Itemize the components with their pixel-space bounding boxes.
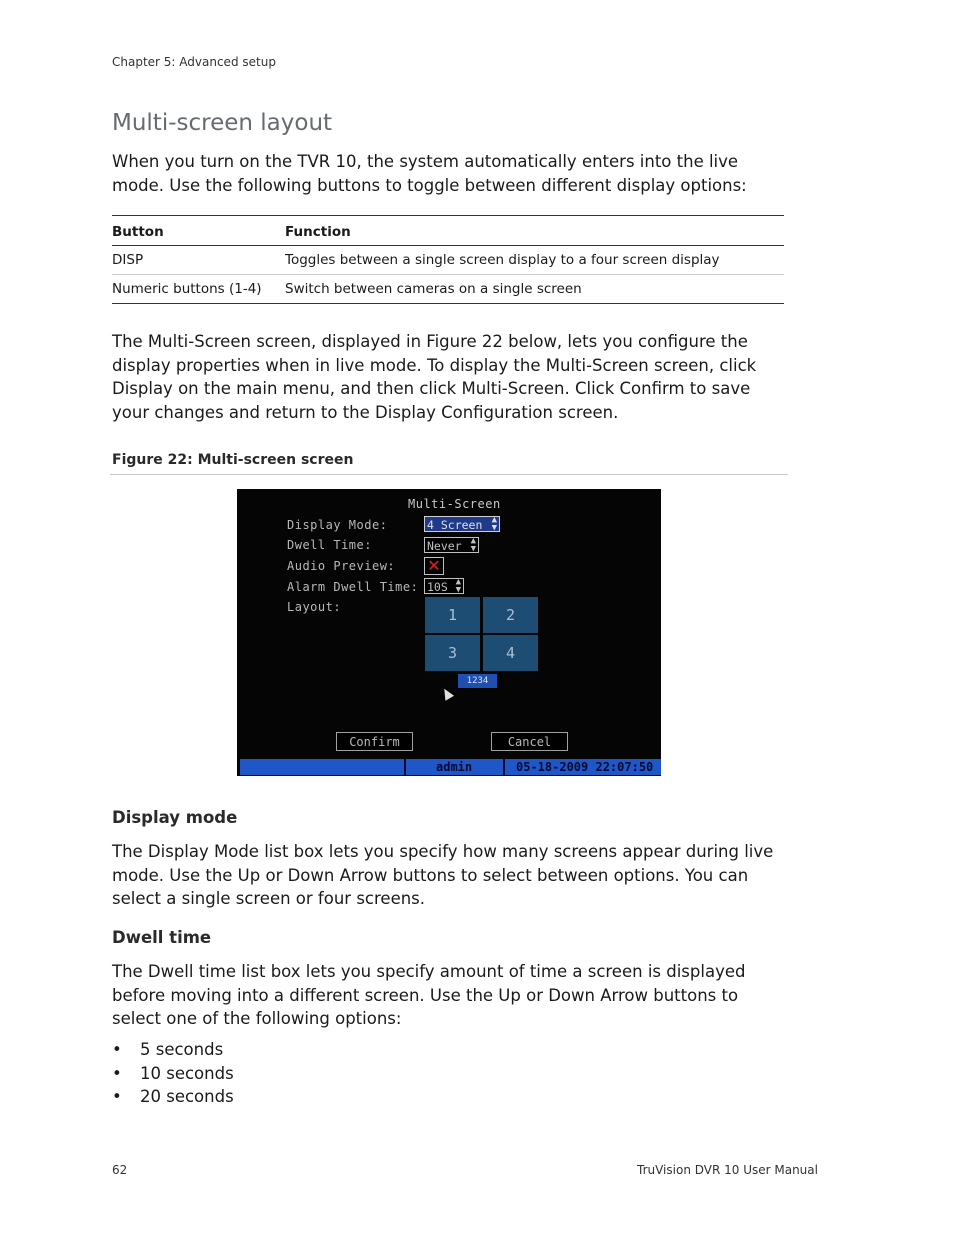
alarm-dwell-time-label: Alarm Dwell Time: [287,580,419,594]
page-number: 62 [112,1163,128,1177]
audio-preview-label: Audio Preview: [287,559,396,573]
alarm-dwell-time-value: 10S [427,580,448,594]
dwell-options-list [112,1038,234,1109]
dwell-time-paragraph: The Dwell time list box lets you specify amount of time a screen is displayed before moving into a different screen. Use the Up or Down Arrow buttons to select one of the following options: [112,962,746,1028]
up-down-arrow-icon: ▲ ▼ [455,577,461,595]
table-cell-button: DISP [112,246,285,275]
dwell-time-select[interactable] [424,537,479,553]
list-item [112,1085,234,1109]
table-row [112,275,784,304]
audio-preview-checkbox[interactable] [424,557,444,575]
status-divider [503,759,505,775]
dvr-status-bar [240,759,661,775]
status-datetime: 05-18-2009 22:07:50 [516,760,654,774]
alarm-dwell-time-select[interactable] [424,578,464,594]
dwell-time-label: Dwell Time: [287,538,372,552]
section-title: Multi-screen layout [112,110,333,136]
intro-paragraph: When you turn on the TVR 10, the system automatically enters into the live mode. Use the following buttons to toggle between different display options: [112,152,747,195]
list-item-text: 5 seconds [140,1040,224,1059]
layout-cell-1[interactable]: 1 [425,597,480,633]
table-header-button: Button [112,216,285,246]
table-header-function: Function [285,216,784,246]
layout-label: Layout: [287,600,342,614]
figure-caption: Figure 22: Multi-screen screen [112,452,354,468]
table-cell-function: Switch between cameras on a single screen [285,275,784,304]
dwell-time-value: Never [427,539,462,553]
display-mode-paragraph: The Display Mode list box lets you specify how many screens appear during live mode. Use the Up or Down Arrow buttons to select between options. You can select a single screen or four screens. [112,842,774,908]
list-item-text: 20 seconds [140,1087,234,1106]
figure-divider [110,474,788,475]
layout-cell-2[interactable]: 2 [483,597,538,633]
unchecked-x-icon: ✕ [427,556,441,575]
table-cell-function: Toggles between a single screen display to a four screen display [285,246,784,275]
status-divider [404,759,406,775]
layout-cell-4[interactable]: 4 [483,635,538,671]
multi-screen-paragraph: The Multi-Screen screen, displayed in Figure 22 below, lets you configure the display properties when in live mode. To display the Multi-Screen screen, click Display on the main menu, and then click Multi-Screen. Click Confirm to save your changes and return to the Display Configuration screen. [112,332,757,422]
display-mode-select[interactable] [424,516,500,532]
button-function-table [112,215,784,304]
bullet-icon: • [112,1040,122,1059]
table-cell-button: Numeric buttons (1-4) [112,275,285,304]
bullet-icon: • [112,1087,122,1106]
list-item [112,1062,234,1086]
dvr-multi-screen-screenshot [237,489,661,776]
mouse-pointer-icon [440,686,454,701]
list-item [112,1038,234,1062]
list-item-text: 10 seconds [140,1063,234,1083]
bullet-icon: • [112,1063,122,1083]
display-mode-heading: Display mode [112,808,238,827]
layout-cell-3[interactable]: 3 [425,635,480,671]
display-mode-label: Display Mode: [287,518,388,532]
dwell-time-heading: Dwell time [112,928,212,947]
cancel-button[interactable]: Cancel [491,732,568,751]
dvr-screen-title: Multi-Screen [408,497,501,511]
up-down-arrow-icon: ▲ ▼ [470,536,476,554]
layout-preset-button[interactable]: 1234 [458,674,497,688]
confirm-button[interactable]: Confirm [336,732,413,751]
status-user: admin [436,760,473,774]
table-row [112,246,784,275]
display-mode-value: 4 Screen [427,518,483,532]
chapter-header: Chapter 5: Advanced setup [112,55,276,69]
manual-title: TruVision DVR 10 User Manual [637,1163,818,1177]
table-header-row [112,216,784,246]
up-down-arrow-icon: ▲ ▼ [491,515,497,533]
